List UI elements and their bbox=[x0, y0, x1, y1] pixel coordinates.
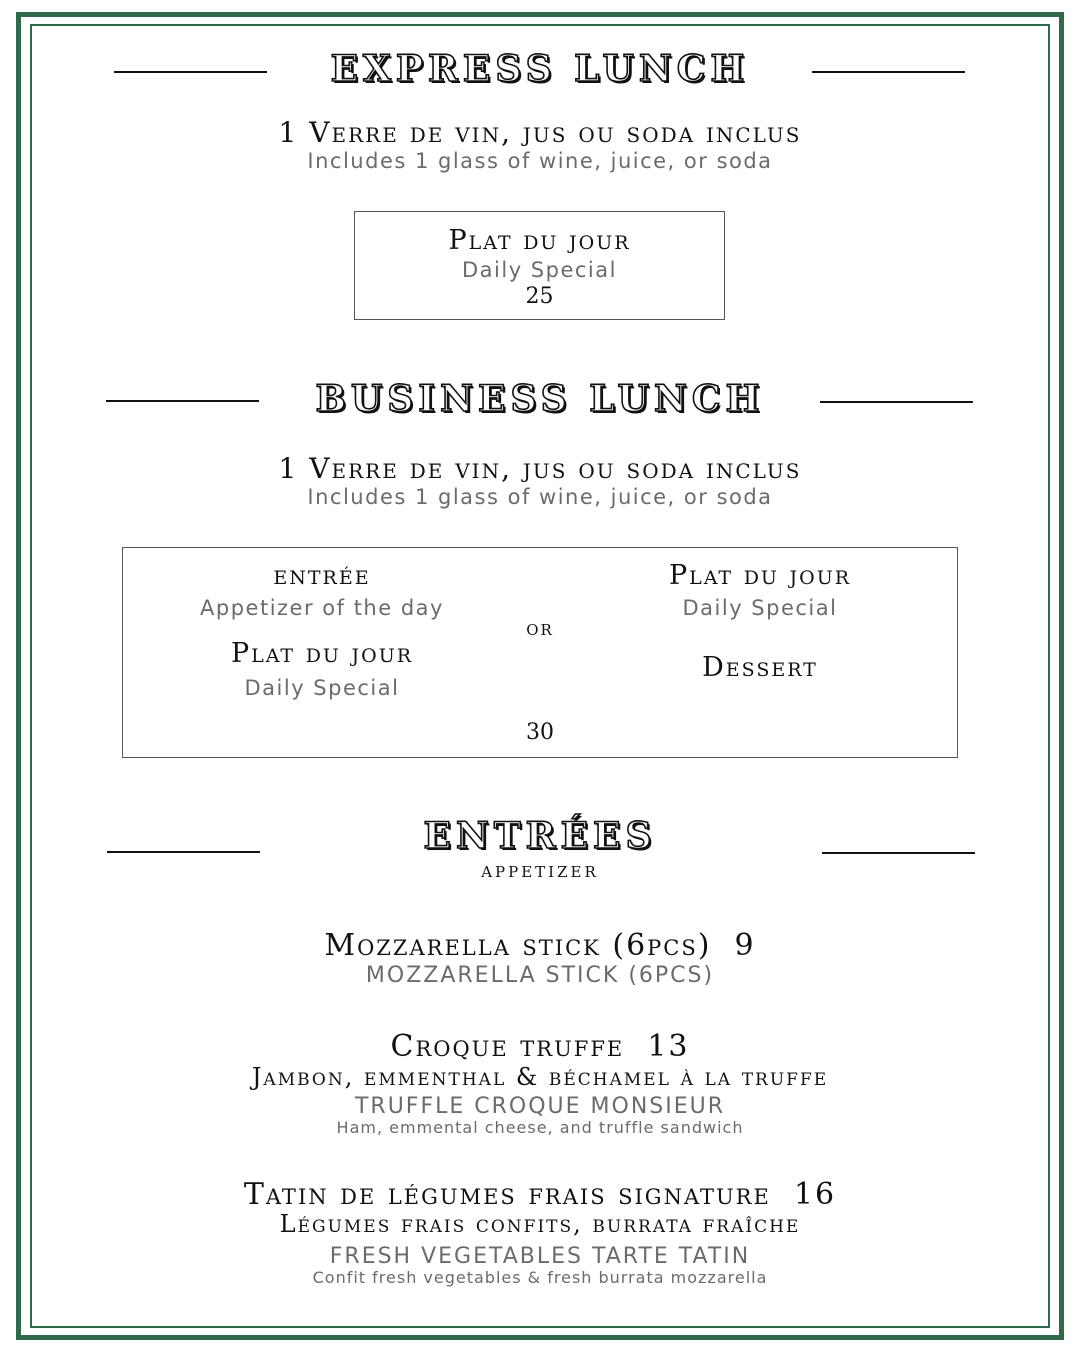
express-price: 25 bbox=[525, 284, 554, 309]
dish-description: Légumes frais confits, burrata fraîche bbox=[279, 1210, 801, 1238]
express-en-note: Includes 1 glass of wine, juice, or soda bbox=[307, 149, 773, 173]
dish-english-name: FRESH VEGETABLES TARTE TATIN bbox=[329, 1244, 751, 1269]
business-right-daily-special: Daily Special bbox=[682, 596, 838, 620]
dish-title bbox=[0, 1029, 1080, 1064]
dish-price: 13 bbox=[647, 1029, 690, 1064]
express-lunch-title: EXPRESS LUNCH bbox=[330, 48, 750, 90]
dish-name: Tatin de légumes frais signature bbox=[243, 1177, 771, 1212]
dish-title bbox=[0, 1177, 1080, 1212]
express-fr-note: 1 Verre de vin, jus ou soda inclus bbox=[278, 116, 802, 149]
business-left-appetizer: Appetizer of the day bbox=[200, 596, 444, 620]
business-price: 30 bbox=[526, 720, 554, 745]
express-daily-special: Daily Special bbox=[462, 258, 617, 282]
business-fr-note: 1 Verre de vin, jus ou soda inclus bbox=[278, 452, 802, 485]
business-or: or bbox=[526, 616, 554, 641]
dish-english-description: Confit fresh vegetables & fresh burrata mozzarella bbox=[312, 1268, 768, 1287]
business-right-plat: Plat du jour bbox=[668, 560, 852, 591]
business-left-daily-special: Daily Special bbox=[244, 676, 400, 700]
business-left-plat: Plat du jour bbox=[230, 638, 414, 669]
dish-price: 9 bbox=[734, 928, 756, 963]
dish-english-description: Ham, emmental cheese, and truffle sandwich bbox=[336, 1118, 744, 1137]
dish-title bbox=[0, 928, 1080, 963]
dish-name: Mozzarella stick (6pcs) bbox=[324, 928, 712, 963]
business-right-dessert: Dessert bbox=[702, 652, 818, 683]
entrees-subtitle: APPETIZER bbox=[481, 863, 599, 881]
entrees-title: ENTRÉES bbox=[423, 815, 657, 857]
dish-english-name: TRUFFLE CROQUE MONSIEUR bbox=[354, 1094, 726, 1119]
express-plat-du-jour: Plat du jour bbox=[448, 225, 631, 256]
dish-description: Jambon, emmenthal & béchamel à la truffe bbox=[251, 1063, 829, 1091]
dish-english-name: MOZZARELLA STICK (6PCS) bbox=[365, 963, 715, 988]
business-left-entree: entrée bbox=[273, 560, 371, 591]
business-en-note: Includes 1 glass of wine, juice, or soda bbox=[307, 485, 773, 509]
dish-name: Croque truffe bbox=[390, 1029, 625, 1064]
business-lunch-title: BUSINESS LUNCH bbox=[315, 378, 765, 420]
dish-price: 16 bbox=[793, 1177, 837, 1212]
